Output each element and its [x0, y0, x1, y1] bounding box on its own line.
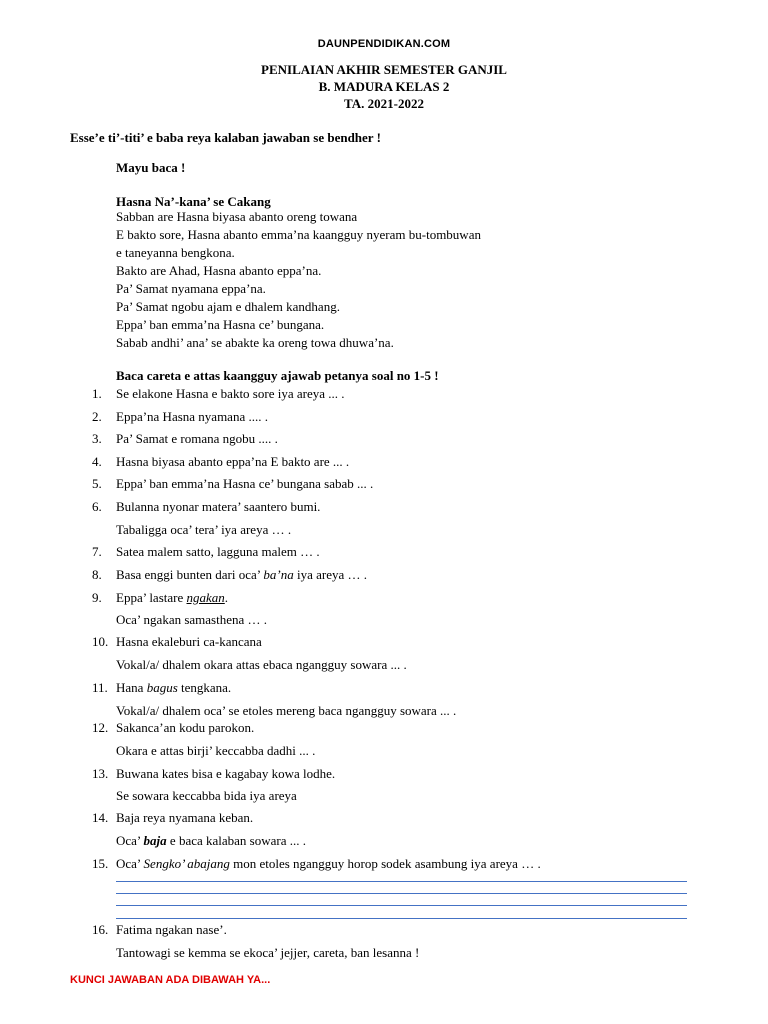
question-number: 8. — [92, 567, 102, 582]
question-number: 13. — [92, 766, 109, 781]
question-number: 14. — [92, 810, 109, 825]
question-text: Satea malem satto, lagguna malem … . — [116, 544, 320, 559]
question-text: Eppa’na Hasna nyamana .... . — [116, 409, 268, 424]
question-text: Pa’ Samat e romana ngobu .... . — [116, 431, 278, 446]
answer-line — [116, 881, 687, 882]
question-number: 7. — [92, 544, 102, 559]
question-12-sub: Okara e attas birji’ keccabba dadhi ... . — [116, 743, 316, 758]
story-line: Pa’ Samat ngobu ajam e dhalem kandhang. — [116, 299, 340, 314]
question-6-sub: Tabaligga oca’ tera’ iya areya … . — [116, 522, 292, 537]
question-11-sub: Vokal/a/ dhalem oca’ se etoles mereng baca ngangguy sowara ... . — [116, 703, 457, 718]
question-text: Fatima ngakan nase’. — [116, 922, 227, 937]
exam-subject: B. MADURA KELAS 2 — [318, 79, 450, 94]
question-14-sub: Oca’ baja e baca kalaban sowara ... . — [116, 833, 306, 848]
answer-key-note: KUNCI JAWABAN ADA DIBAWAH YA... — [70, 974, 271, 986]
answer-line — [116, 905, 687, 906]
question-text: Baja reya nyamana keban. — [116, 810, 254, 825]
emphasis: Sengko’ abajang — [143, 856, 230, 871]
question-16-sub: Tantowagi se kemma se ekoca’ jejjer, careta, ban lesanna ! — [116, 945, 420, 960]
story-line: Eppa’ ban emma’na Hasna ce’ bungana. — [116, 317, 325, 332]
story-line: Bakto are Ahad, Hasna abanto eppa’na. — [116, 263, 322, 278]
question-9-sub: Oca’ ngakan samasthena … . — [116, 612, 268, 627]
instruction: Esse’e ti’-titi’ e baba reya kalaban jawaban se bendher ! — [70, 130, 381, 145]
story-line: Sabab andhi’ ana’ se abakte ka oreng towa dhuwa’na. — [116, 335, 394, 350]
question-text: Eppa’ lastare ngakan. — [116, 590, 229, 605]
question-text: Oca’ Sengko’ abajang mon etoles ngangguy horop sodek asambung iya areya … . — [116, 856, 541, 871]
questions-heading: Baca careta e attas kaangguy ajawab petanya soal no 1-5 ! — [116, 368, 439, 383]
question-number: 3. — [92, 431, 102, 446]
read-prompt: Mayu baca ! — [116, 160, 186, 175]
emphasis: bagus — [146, 680, 178, 695]
question-number: 12. — [92, 720, 109, 735]
question-number: 2. — [92, 409, 102, 424]
story-title: Hasna Na’-kana’ se Cakang — [116, 194, 271, 209]
question-10-sub: Vokal/a/ dhalem okara attas ebaca ngangguy sowara ... . — [116, 657, 407, 672]
question-text: Hasna biyasa abanto eppa’na E bakto are ... . — [116, 454, 350, 469]
question-13-sub: Se sowara keccabba bida iya areya — [116, 788, 297, 803]
question-text: Bulanna nyonar matera’ saantero bumi. — [116, 499, 321, 514]
story-line: e taneyanna bengkona. — [116, 245, 235, 260]
story-line: Sabban are Hasna biyasa abanto oreng towana — [116, 209, 358, 224]
question-number: 10. — [92, 634, 109, 649]
question-number: 15. — [92, 856, 109, 871]
question-number: 4. — [92, 454, 102, 469]
answer-line — [116, 918, 687, 919]
question-text: Eppa’ ban emma’na Hasna ce’ bungana sabab ... . — [116, 476, 374, 491]
site-watermark: DAUNPENDIDIKAN.COM — [317, 38, 451, 50]
question-text: Buwana kates bisa e kagabay kowa lodhe. — [116, 766, 336, 781]
answer-line — [116, 893, 687, 894]
question-text: Hana bagus tengkana. — [116, 680, 232, 695]
story-text — [116, 208, 481, 352]
question-number: 9. — [92, 590, 102, 605]
question-number: 1. — [92, 386, 102, 401]
question-number: 16. — [92, 922, 109, 937]
question-number: 6. — [92, 499, 102, 514]
question-text: Basa enggi bunten dari oca’ ba’na iya areya … . — [116, 567, 368, 582]
exam-title: PENILAIAN AKHIR SEMESTER GANJIL — [261, 62, 507, 77]
question-number: 5. — [92, 476, 102, 491]
question-number: 11. — [92, 680, 108, 695]
emphasis: baja — [143, 833, 167, 848]
emphasis: ba’na — [263, 567, 294, 582]
exam-year: TA. 2021-2022 — [344, 96, 424, 111]
question-text: Se elakone Hasna e bakto sore iya areya ... . — [116, 386, 345, 401]
story-line: E bakto sore, Hasna abanto emma’na kaangguy nyeram bu-tombuwan — [116, 227, 481, 242]
question-text: Hasna ekaleburi ca-kancana — [116, 634, 262, 649]
story-line: Pa’ Samat nyamana eppa’na. — [116, 281, 266, 296]
question-text: Sakanca’an kodu parokon. — [116, 720, 255, 735]
emphasis: ngakan — [186, 590, 225, 605]
